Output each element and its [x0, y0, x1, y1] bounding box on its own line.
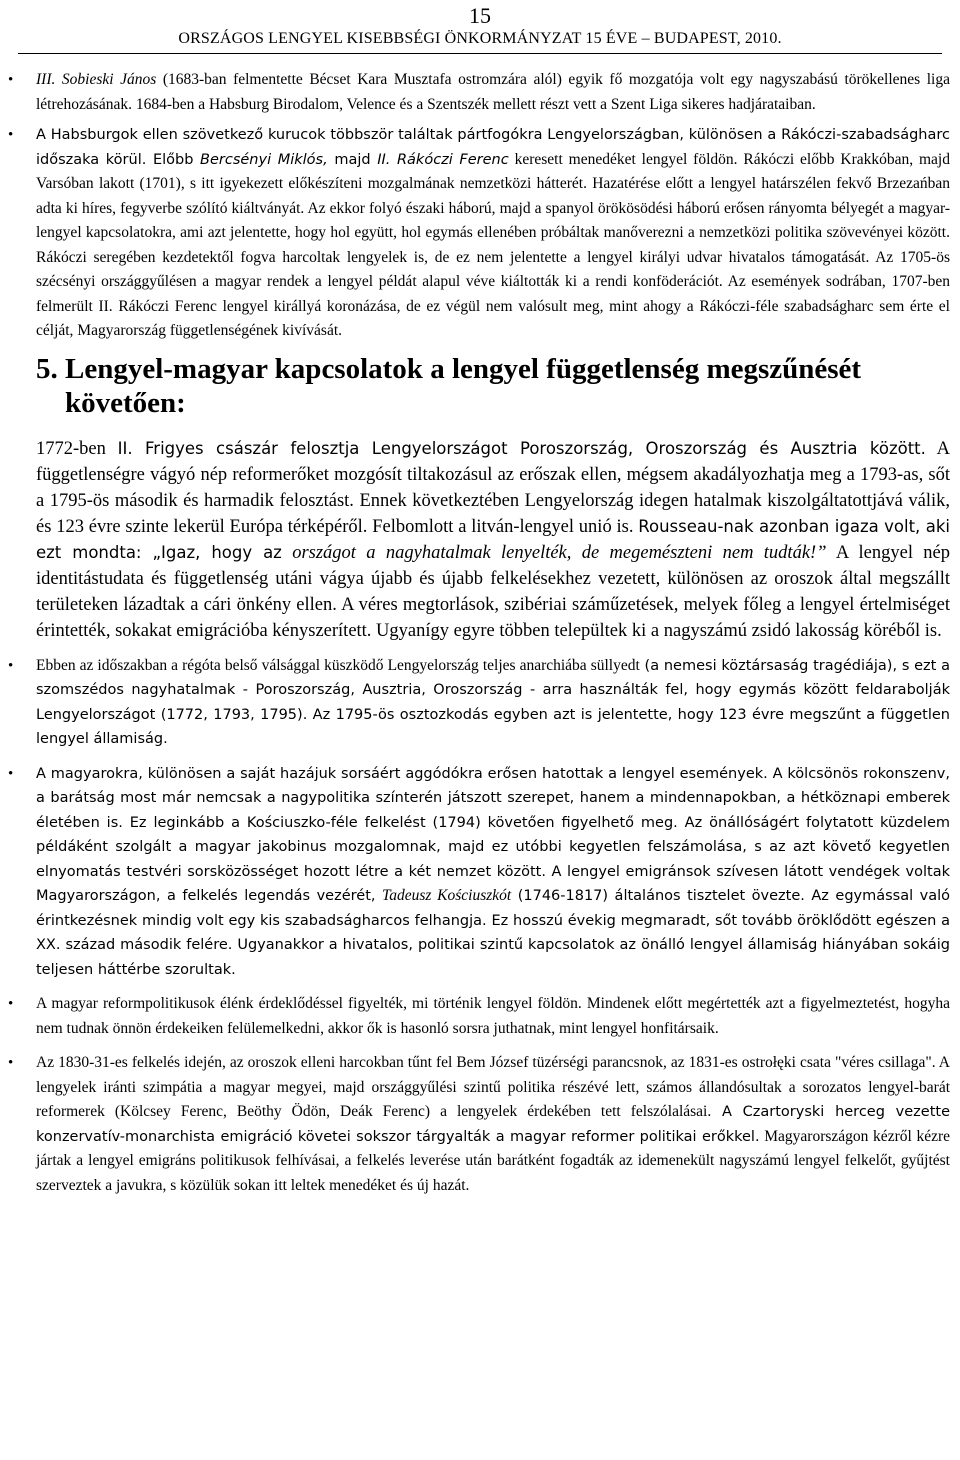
quote-italic: országot a nagyhatalmak lenyelték, de megemészteni nem tudták!” [281, 542, 827, 563]
item-text: A Habsburgok ellen szövetkező kurucok többször találtak pártfogókra Lengyelországban, különösen a Rákóczi-szabadságharc időszaka körül. Előbb [36, 127, 950, 168]
section-heading [36, 352, 950, 420]
item-text: keresett menedéket lengyel földön. Rákóczi előbb Krakkóban, majd Varsóban lakott (1701), s itt igyekezett előkészíteni mozgalmának nemzetközi hátterét. Hazatérése előtt a lengyel határszélen fekvő Brzezańban adta ki híres, fegyverbe szólító kiáltványát. Az ekkor folyó északi háború, majd a spanyol örökösödési háború erősen rányomta bélyegét a magyar-lengyel kapcsolatokra, ami azt jelentette, hogy hol együtt, hol egymás ellenében próbáltak manőverezni a nemzetközi politika szövevényei között. Rákóczi seregében kezdetektől fogva harcoltak lengyelek is, de ez nem jelentette a lengyel királyi udvar hivatalos támogatását. Az 1705-ös szécsényi országgyűlésen a magyar rendek a lengyel példát alapul véve kiáltották ki a rendi konföderációt. Az események sodrában, 1707-ben felmerült II. Rákóczi Ferenc lengyel királlyá koronázása, de ez végül nem valósult meg, mint ahogy a Rákóczi-féle szabadságharc sem érte el célját, Magyarország függetlenségének kivívását. [36, 150, 950, 339]
italic-name: Tadeusz Kościuszkót [382, 887, 512, 904]
section-title-line1: Lengyel-magyar kapcsolatok a lengyel függetlenség megszűnését [65, 352, 862, 385]
item-text: Ebben az időszakban a régóta belső válsággal küszködő Lengyelország teljes anarchiába süllyedt [36, 656, 640, 674]
item-text: (1746-1817) általános tisztelet övezte. Az egymással való érintkezésnek mindig volt egy kis szabadságharcos felhangja. Ez hosszú évekig megmaradt, sőt tovább öröklődött egészen a XX. század második felére. Ugyanakkor a hivatalos, politikai szintű kapcsolatok az önálló lengyel államiság hiányában sokáig teljesen háttérbe szorultak. [36, 888, 951, 978]
bullet-icon: • [8, 72, 14, 88]
section-title-line2: követően: [65, 386, 186, 419]
page-content [8, 68, 951, 1198]
list-item [8, 68, 950, 117]
para-text: 1772-ben [36, 438, 118, 459]
bullet-icon: • [8, 765, 14, 782]
bullet-icon: • [8, 996, 14, 1012]
italic-name: III. Sobieski János [36, 71, 157, 88]
list-spacer [36, 982, 950, 992]
item-text: Az 1830-31-es felkelés idején, az oroszok elleni harcokban tűnt fel Bem József tüzérségi parancsnok, az 1831-es ostrołęki csata "véres csillaga". A lengyelek iránti szimpátia a magyar megyei, majd országgyűlési szintű politika részévé lett, számos állandósultak a sorozatos lengyel-barát reformerek (Kölcsey Ferenc, Beöthy Ödön, Deák Ferenc) a lengyelek érdekében tett felszólalásai. [36, 1054, 950, 1120]
header-divider [18, 53, 942, 54]
para-text: A lengyel nép identitástudata és függetlenség utáni vágya újabb és újabb felkelésekhez vezetett, különösen az oroszok által megszállt területeken lázadtak a cári önkény ellen. A véres megtorlások, szibériai száműzetések, melyek főleg a lengyel értelmiséget érintették, sokakat emigrációba kényszerített. Ugyanígy egyre többen települtek ki a nagyszámú zsidó lakosság köréből is. [36, 542, 951, 641]
bullet-list-bottom [8, 654, 951, 1199]
bullet-list-top [8, 68, 950, 344]
item-text: A Czartoryski herceg vezette konzervatív-monarchista emigráció követei sokszor tárgyalták a magyar reformer politikai erőkkel. [36, 1104, 950, 1145]
item-text: majd [327, 151, 378, 168]
list-item [8, 123, 950, 344]
header-title: ORSZÁGOS LENGYEL KISEBBSÉGI ÖNKORMÁNYZAT 15 ÉVE – BUDAPEST, 2010. [178, 30, 782, 47]
bullet-icon: • [8, 1055, 14, 1071]
page-number: 15 [469, 3, 491, 28]
list-spacer [36, 752, 950, 762]
section-number: 5. [36, 352, 58, 385]
page-header [0, 0, 960, 51]
italic-name: II. Rákóczi Ferenc [377, 151, 509, 168]
item-text: (a nemesi köztársaság tragédiája), s ezt a szomszédos nagyhatalmak - Poroszország, Ausztria, Oroszország - arra használták fel, hogy egymás között feldarabolják Lengyelországot (1772, 1793, 1795). Az 1795-ös osztozkodás egyben azt is jelentette, hogy 123 évre megszűnt a független lengyel államiság. [36, 657, 950, 747]
item-text: Magyarországon kézről kézre jártak a lengyel emigráns politikusok felhívásai, a felkelés leverése után barátként fogadták az idemenekült nagyszámú lengyel felkelőt, gyűjtést szerveztek a javukra, s közülük sokan itt leltek menedéket és új hazát. [36, 1127, 951, 1194]
list-item [8, 654, 950, 752]
bullet-icon: • [8, 657, 14, 674]
list-spacer [36, 1041, 950, 1051]
item-text: (1683-ban felmentette Bécset Kara Musztafa ostromzára alól) egyik fő mozgatója volt egy nagyszabású törökellenes liga létrehozásának. 1684-ben a Habsburg Birodalom, Velence és a Szentszék mellett részt vett a Szent Liga sikeres hadjárataiban. [36, 71, 950, 113]
italic-name: Bercsényi Miklós, [200, 151, 328, 168]
para-text: A függetlenségre vágyó nép reformerőket mozgósít tiltakozásul az erőszak ellen, mégsem akadályozhatja meg a 1793-as, sőt a 1795-ös második és harmadik felosztást. Ennek következtében Lengyelország idegen hatalmak kiszolgáltatottjává válik, és 123 évre szinte lekerül Európa térképéről. Felbomlott a litván-lengyel unió is. [36, 438, 950, 537]
list-item [8, 992, 950, 1041]
list-item [8, 762, 951, 983]
item-text: A magyarokra, különösen a saját hazájuk sorsáért aggódókra erősen hatottak a lengyel események. A kölcsönös rokonszenv, a barátság most már nemcsak a nagypolitika színterén játszott szerepet, hanem a mindennapokban, a hétköznapi emberek életében is. Ez leginkább a Kościuszko-féle felkelést (1794) követően figyelhető meg. Az önállóságért folytatott küzdelem példáként szolgált a magyar jakobinus mozgalomnak, majd ez utóbbi kegyetlen felszámolása, s az azt követő kegyetlen elnyomatás testvéri sorsközösséget hozott létre a két nemzet között. A lengyel emigránsok szívesen látott vendégek voltak Magyarországon, a felkelés legendás vezérét, [36, 765, 950, 904]
bullet-icon: • [8, 127, 14, 143]
item-text: A magyar reformpolitikusok élénk érdeklődéssel figyelték, mi történik lengyel földön. Mindenek előtt megértették azt a figyelmeztetést, hogyha nem tudnak önnön érdekeiken felülemelkedni, akkor ők is hasonló sorsra juthatnak, mint lengyel honfitársaik. [36, 995, 950, 1037]
para-text: Rousseau-nak azonban igaza volt, aki ezt mondta: „Igaz, hogy az [36, 516, 950, 562]
para-text: II. Frigyes császár felosztja Lengyelországot Poroszország, Oroszország és Ausztria között. [117, 438, 926, 458]
body-paragraph [36, 436, 950, 644]
list-item [8, 1051, 951, 1198]
